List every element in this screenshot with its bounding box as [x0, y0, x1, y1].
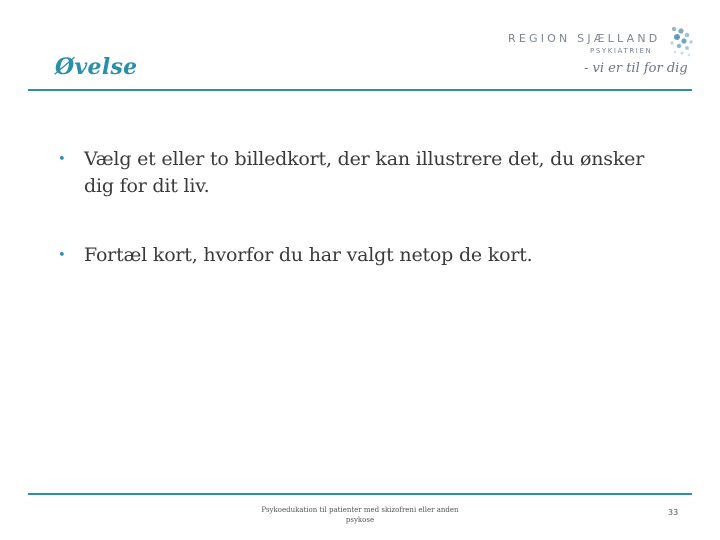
bullet-text: Vælg et eller to billedkort, der kan illustrere det, du ønsker dig for dit liv.: [84, 148, 645, 197]
logo-dots-icon: [665, 26, 695, 62]
bullet-item: [58, 146, 658, 200]
logo-name: REGION SJÆLLAND: [508, 32, 661, 45]
logo-subtitle: PSYKIATRIEN: [590, 47, 653, 55]
page-number: 33: [668, 508, 679, 517]
bullet-text: Fortæl kort, hvorfor du har valgt netop de kort.: [84, 244, 533, 266]
region-sjaelland-logo: [508, 26, 693, 88]
title-divider: [28, 89, 692, 91]
bullet-marker: •: [58, 248, 66, 263]
bullet-marker: •: [58, 152, 66, 167]
bullet-list: [58, 146, 658, 269]
footer-text: Psykoedukation til patienter med skizofreni eller anden psykose: [261, 506, 459, 524]
slide-title: Øvelse: [55, 54, 138, 80]
bullet-item: [58, 242, 658, 269]
footer-divider: [28, 493, 692, 495]
logo-tagline: - vi er til for dig: [584, 61, 688, 76]
